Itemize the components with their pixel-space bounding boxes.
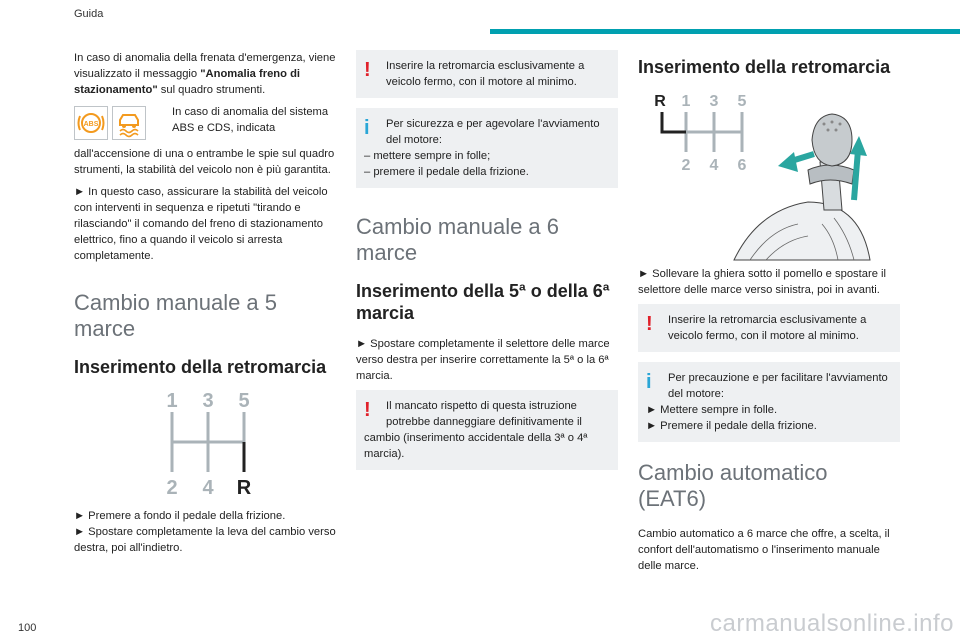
column-2	[356, 50, 618, 480]
watermark: carmanualsonline.info	[710, 610, 954, 637]
gear-diagram-5	[74, 390, 336, 500]
paragraph-automatic: Cambio automatico a 6 marce che offre, a scelta, il confort dell'automatismo o l'inserimento manuale delle marce.	[638, 528, 890, 572]
message-name: "Anomalia freno di stazionamento"	[74, 68, 301, 96]
gear-label: 3	[202, 390, 214, 412]
paragraph-selector: ► Spostare completamente il selettore delle marce verso destra per inserire correttamente la 5ª o la 6ª marcia.	[356, 338, 610, 382]
gear-label-reverse: R	[236, 477, 252, 499]
warning-text: Inserire la retromarcia esclusivamente a veicolo fermo, con il motore al minimo.	[668, 314, 867, 342]
warning-mark-icon: !	[364, 399, 371, 421]
gear-label: 4	[709, 157, 719, 174]
section-title: Guida	[74, 8, 104, 20]
warning-box-reverse	[356, 50, 618, 98]
info-item: ► Premere il pedale della frizione.	[646, 420, 817, 432]
gear-label: 3	[709, 93, 719, 110]
column-3	[638, 50, 900, 580]
warning-mark-icon: !	[364, 59, 371, 81]
info-item: – mettere sempre in folle;	[364, 150, 491, 162]
gear-label: 2	[166, 477, 178, 499]
gear-label: 5	[737, 93, 747, 110]
abs-fault-text: In caso di anomalia del sistema ABS e CDS, indicata	[172, 106, 329, 134]
paragraph-brake-fault	[74, 50, 336, 98]
gear-shift-knob-icon	[638, 90, 900, 262]
info-item: – premere il pedale della frizione.	[364, 166, 529, 178]
paragraph-stability: dall'accensione di una o entrambe le spie sul quadro strumenti, la stabilità del veicolo non è più garantita.	[74, 148, 335, 176]
gear-pattern-5-icon	[74, 390, 336, 500]
heading-manual-6: Cambio manuale a 6 marce	[356, 214, 560, 265]
step-clutch: ► Premere a fondo il pedale della frizione.	[74, 510, 286, 522]
heading-reverse-6: Inserimento della retromarcia	[638, 57, 891, 77]
warning-text: cambio (inserimento accidentale della 3ª o 4ª marcia).	[364, 432, 588, 460]
gear-label: 4	[202, 477, 214, 499]
paragraph-lift-ring: ► Sollevare la ghiera sotto il pomello e spostare il selettore delle marce verso sinistra, poi in avanti.	[638, 268, 886, 296]
text: In caso di anomalia della frenata d'emergenza, viene visualizzato il messaggio	[74, 52, 336, 80]
header-accent-bar	[490, 29, 960, 34]
gear-label: 2	[681, 157, 691, 174]
info-box-precaution	[638, 362, 900, 442]
column-1	[74, 50, 336, 562]
gear-label: 6	[737, 157, 747, 174]
info-item: ► Mettere sempre in folle.	[646, 404, 778, 416]
step-lever: ► Spostare completamente la leva del cambio verso destra, poi all'indietro.	[74, 526, 336, 554]
gear-label: 1	[166, 390, 178, 412]
heading-manual-5: Cambio manuale a 5 marce	[74, 290, 278, 341]
heading-reverse: Inserimento della retromarcia	[74, 357, 327, 377]
text: sul quadro strumenti.	[157, 84, 266, 96]
info-mark-icon: i	[646, 371, 652, 393]
warning-text: Il mancato rispetto di questa istruzione potrebbe danneggiare definitivamente il	[386, 400, 582, 428]
warning-box-reverse-6	[638, 304, 900, 352]
gear-label: 1	[681, 93, 691, 110]
stability-control-icon	[112, 106, 146, 140]
info-text: Per precauzione e per facilitare l'avviamento del motore:	[668, 372, 888, 400]
info-box-safety	[356, 108, 618, 188]
warning-text: Inserire la retromarcia esclusivamente a veicolo fermo, con il motore al minimo.	[386, 60, 585, 88]
gear-label: 5	[238, 390, 250, 412]
warning-mark-icon: !	[646, 313, 653, 335]
info-mark-icon: i	[364, 117, 370, 139]
heading-5th-6th: Inserimento della 5ª o della 6ª marcia	[356, 281, 610, 323]
page-number: 100	[18, 622, 37, 634]
svg-text:ABS: ABS	[83, 121, 99, 128]
heading-automatic: Cambio automatico (EAT6)	[638, 460, 828, 511]
paragraph-instructions: ► In questo caso, assicurare la stabilità del veicolo con interventi in sequenza e ripetuti "tirando e rilasciando" il comando del freno di stazionamento elettrico, fino a quando il veicolo si arresta completamente.	[74, 186, 328, 262]
gear-diagram-6	[638, 90, 900, 262]
gear-label-reverse: R	[654, 93, 666, 110]
abs-warning-icon	[74, 106, 108, 140]
info-text: Per sicurezza e per agevolare l'avviamento del motore:	[386, 118, 600, 146]
warning-box-damage	[356, 390, 618, 470]
warning-icons-row	[74, 104, 336, 144]
